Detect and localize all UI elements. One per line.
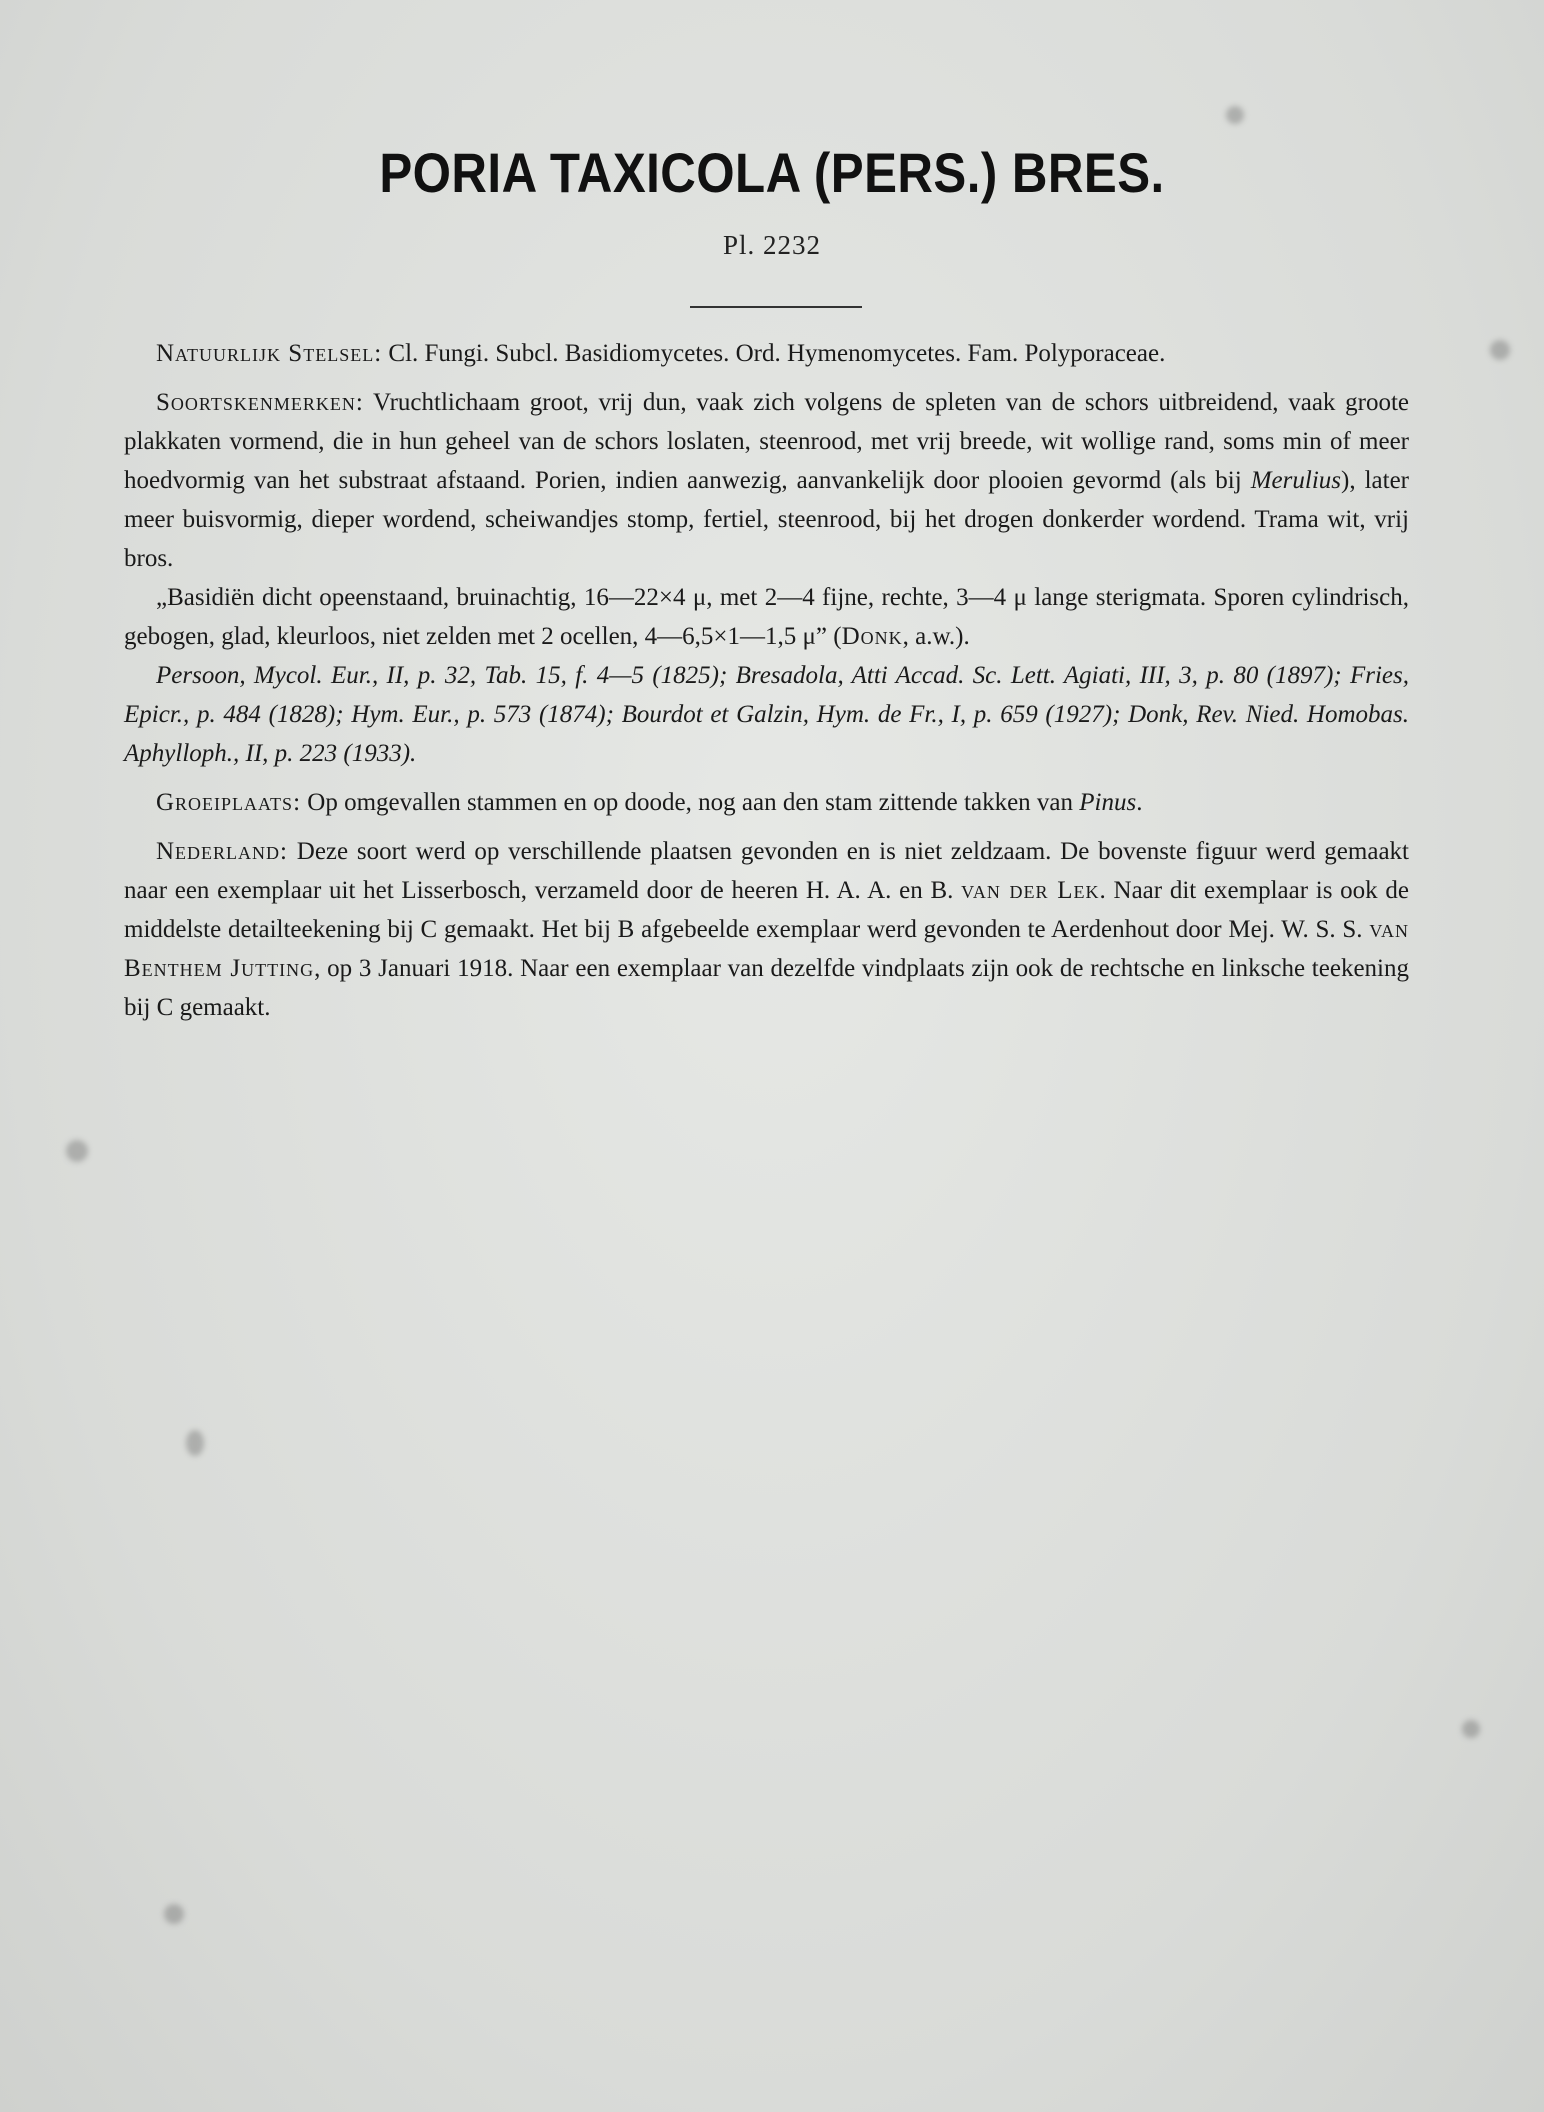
paragraph-groeiplaats xyxy=(124,783,1409,822)
paragraph-references: Persoon, Mycol. Eur., II, p. 32, Tab. 15, f. 4—5 (1825); Bresadola, Atti Accad. Sc. Lett. Agiati, III, 3, p. 80 (1897); Fries, Epicr., p. 484 (1828); Hym. Eur., p. 573 (1874); Bourdot et Galzin, Hym. de Fr., I, p. 659 (1927); Donk, Rev. Nied. Homobas. Aphylloph., II, p. 223 (1933). xyxy=(124,662,1409,767)
paper-speck xyxy=(66,1140,88,1162)
paragraph-natuurlijk-stelsel xyxy=(124,334,1409,373)
text-soortskenmerken-1: Vruchtlichaam groot, vrij dun, vaak zich volgens de spleten van de schors uitbreidend, vaak groote plakkaten vormend, die in hun geheel van de schors loslaten, steenrood, met vrij breede, wit wollige rand, soms min of meer hoedvormig van het substraat afstaand. Porien, indien aanwezig, aanvankelijk door plooien gevormd (als bij xyxy=(124,389,1409,494)
paper-speck xyxy=(186,1430,204,1456)
label-soortskenmerken: Soortskenmerken: xyxy=(156,389,364,416)
paper-speck xyxy=(164,1904,184,1924)
genus-merulius: Merulius xyxy=(1250,467,1341,494)
paragraph-nederland xyxy=(124,832,1409,1027)
page-title: PORIA TAXICOLA (PERS.) BRES. xyxy=(379,141,1165,204)
collector-name-1: van der Lek xyxy=(961,877,1100,904)
title-divider xyxy=(690,306,862,308)
body-text xyxy=(124,334,1409,1037)
text-basidien-end: , a.w.). xyxy=(902,623,970,650)
paper-speck xyxy=(1490,340,1510,360)
genus-pinus: Pinus xyxy=(1079,789,1137,816)
paragraph-basidien xyxy=(124,578,1409,656)
paragraph-soortskenmerken xyxy=(124,383,1409,578)
text-nederland-1: Deze soort werd op verschillende plaatsen gevonden en is niet zeldzaam. De bovenste figuur werd gemaakt naar een exemplaar uit het Lisserbosch, verzameld door de heeren H. A. A. en B. xyxy=(124,838,1409,904)
text-groeiplaats: Op omgevallen stammen en op doode, nog aan den stam zittende takken van xyxy=(301,789,1080,816)
paper-speck xyxy=(1462,1720,1480,1738)
text-groeiplaats-end: . xyxy=(1136,789,1143,816)
plate-number: Pl. 2232 xyxy=(722,230,822,260)
label-nederland: Nederland: xyxy=(156,838,288,865)
collector-name-2: van Benthem Jutting xyxy=(124,916,1409,982)
text-basidien: „Basidiën dicht opeenstaand, bruinachtig, 16—22×4 μ, met 2—4 fijne, rechte, 3—4 μ lange sterigmata. Sporen cylindrisch, gebogen, glad, kleurloos, niet zelden met 2 ocellen, 4—6,5×1—1,5 μ” ( xyxy=(124,584,1409,650)
author-donk: Donk xyxy=(841,623,903,650)
text-nederland-3: , op 3 Januari 1918. Naar een exemplaar van dezelfde vindplaats zijn ook de rechtsche en linksche teekening bij C gemaakt. xyxy=(124,955,1409,1021)
text-nederland-2: . Naar dit exemplaar is ook de middelste detailteekening bij C gemaakt. Het bij B afgebeelde exemplaar werd gevonden te Aerdenhout door Mej. W. S. S. xyxy=(124,877,1409,943)
label-natuurlijk-stelsel: Natuurlijk Stelsel: xyxy=(156,340,383,367)
label-groeiplaats: Groeiplaats: xyxy=(156,789,302,816)
text-natuurlijk-stelsel: Cl. Fungi. Subcl. Basidiomycetes. Ord. Hymenomycetes. Fam. Polyporaceae. xyxy=(382,340,1166,367)
text-soortskenmerken-2: ), later meer buisvormig, dieper wordend, scheiwandjes stomp, fertiel, steenrood, bij het drogen donkerder wordend. Trama wit, vrij bros. xyxy=(124,467,1410,572)
paper-speck xyxy=(1226,106,1244,124)
